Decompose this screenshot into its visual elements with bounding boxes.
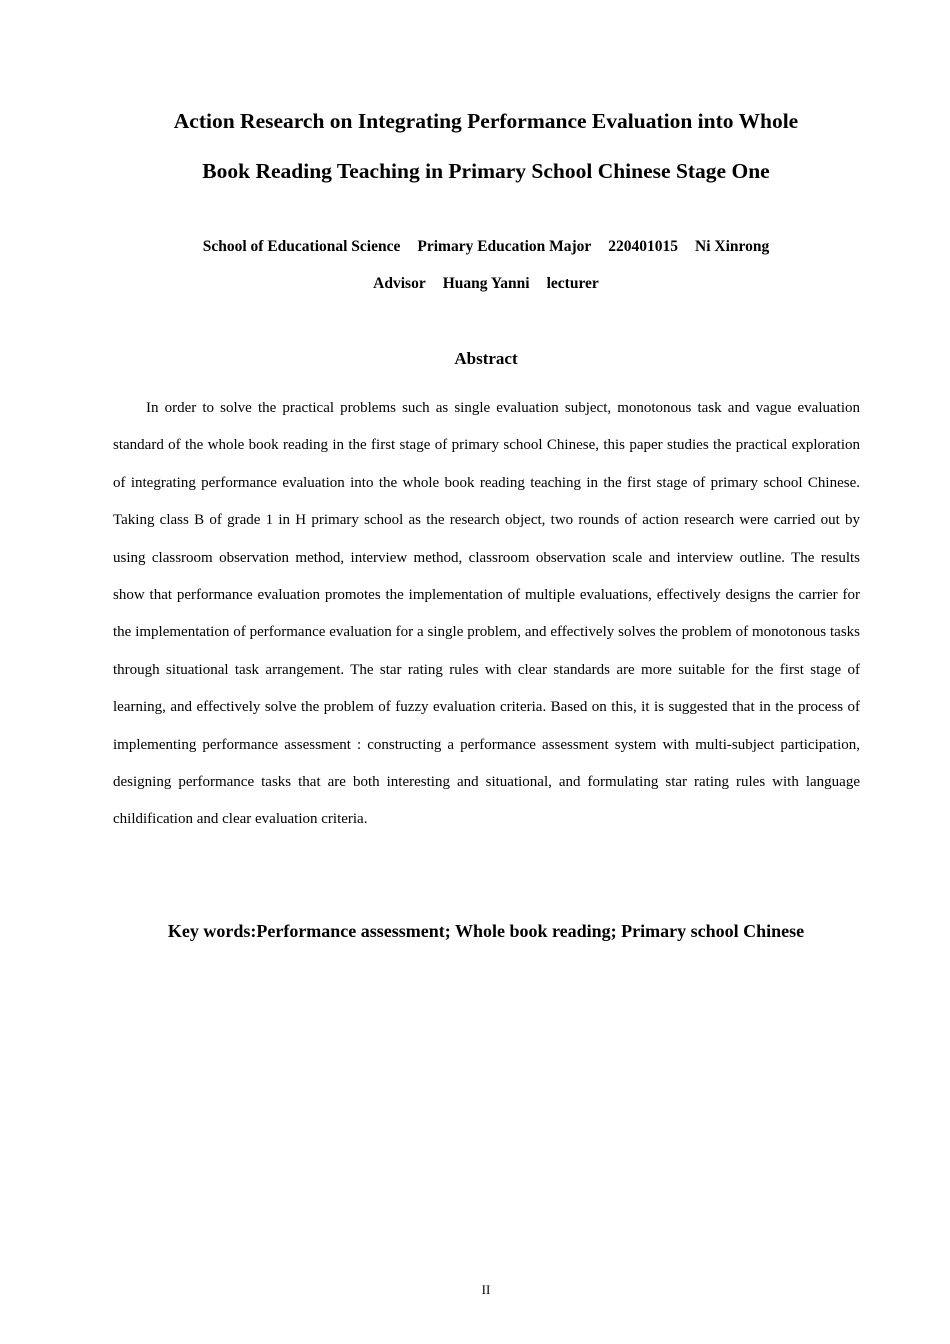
advisor-rank: lecturer [546,275,599,292]
paper-title [60,96,912,196]
author-name: Ni Xinrong [695,238,770,255]
page-number: II [481,1282,491,1297]
abstract-body: In order to solve the practical problems such as single evaluation subject, monotonous task and vague evaluation standard of the whole book reading in the first stage of primary school Chinese, this paper studies the practical exploration of integrating performance evaluation into the whole book reading teaching in the first stage of primary school Chinese. Taking class B of grade 1 in H primary school as the research object, two rounds of action research were carried out by using classroom observation method, interview method, classroom observation scale and interview outline. The results show that performance evaluation promotes the implementation of multiple evaluations, effectively designs the carrier for the implementation of performance evaluation for a single problem, and effectively solves the problem of monotonous tasks through situational task arrangement. The star rating rules with clear standards are more suitable for the first stage of learning, and effectively solve the problem of fuzzy evaluation criteria. Based on this, it is suggested that in the process of implementing performance assessment : constructing a performance assessment system with multi-subject participation, designing performance tasks that are both interesting and situational, and formulating star rating rules with language childification and clear evaluation criteria. [113,400,860,828]
author-major: Primary Education Major [417,238,592,255]
abstract-heading: Abstract [454,349,518,368]
author-school: School of Educational Science [202,238,401,255]
advisor-name: Huang Yanni [442,275,530,292]
author-student-id: 220401015 [608,238,679,255]
advisor-line [60,272,912,296]
paper-title-line-1: Action Research on Integrating Performance Evaluation into Whole [173,109,799,133]
keywords: Key words:Performance assessment; Whole book reading; Primary school Chinese [167,921,805,941]
author-line [60,235,912,259]
paper-title-line-2: Book Reading Teaching in Primary School Chinese Stage One [202,159,770,183]
advisor-label: Advisor [373,275,426,292]
